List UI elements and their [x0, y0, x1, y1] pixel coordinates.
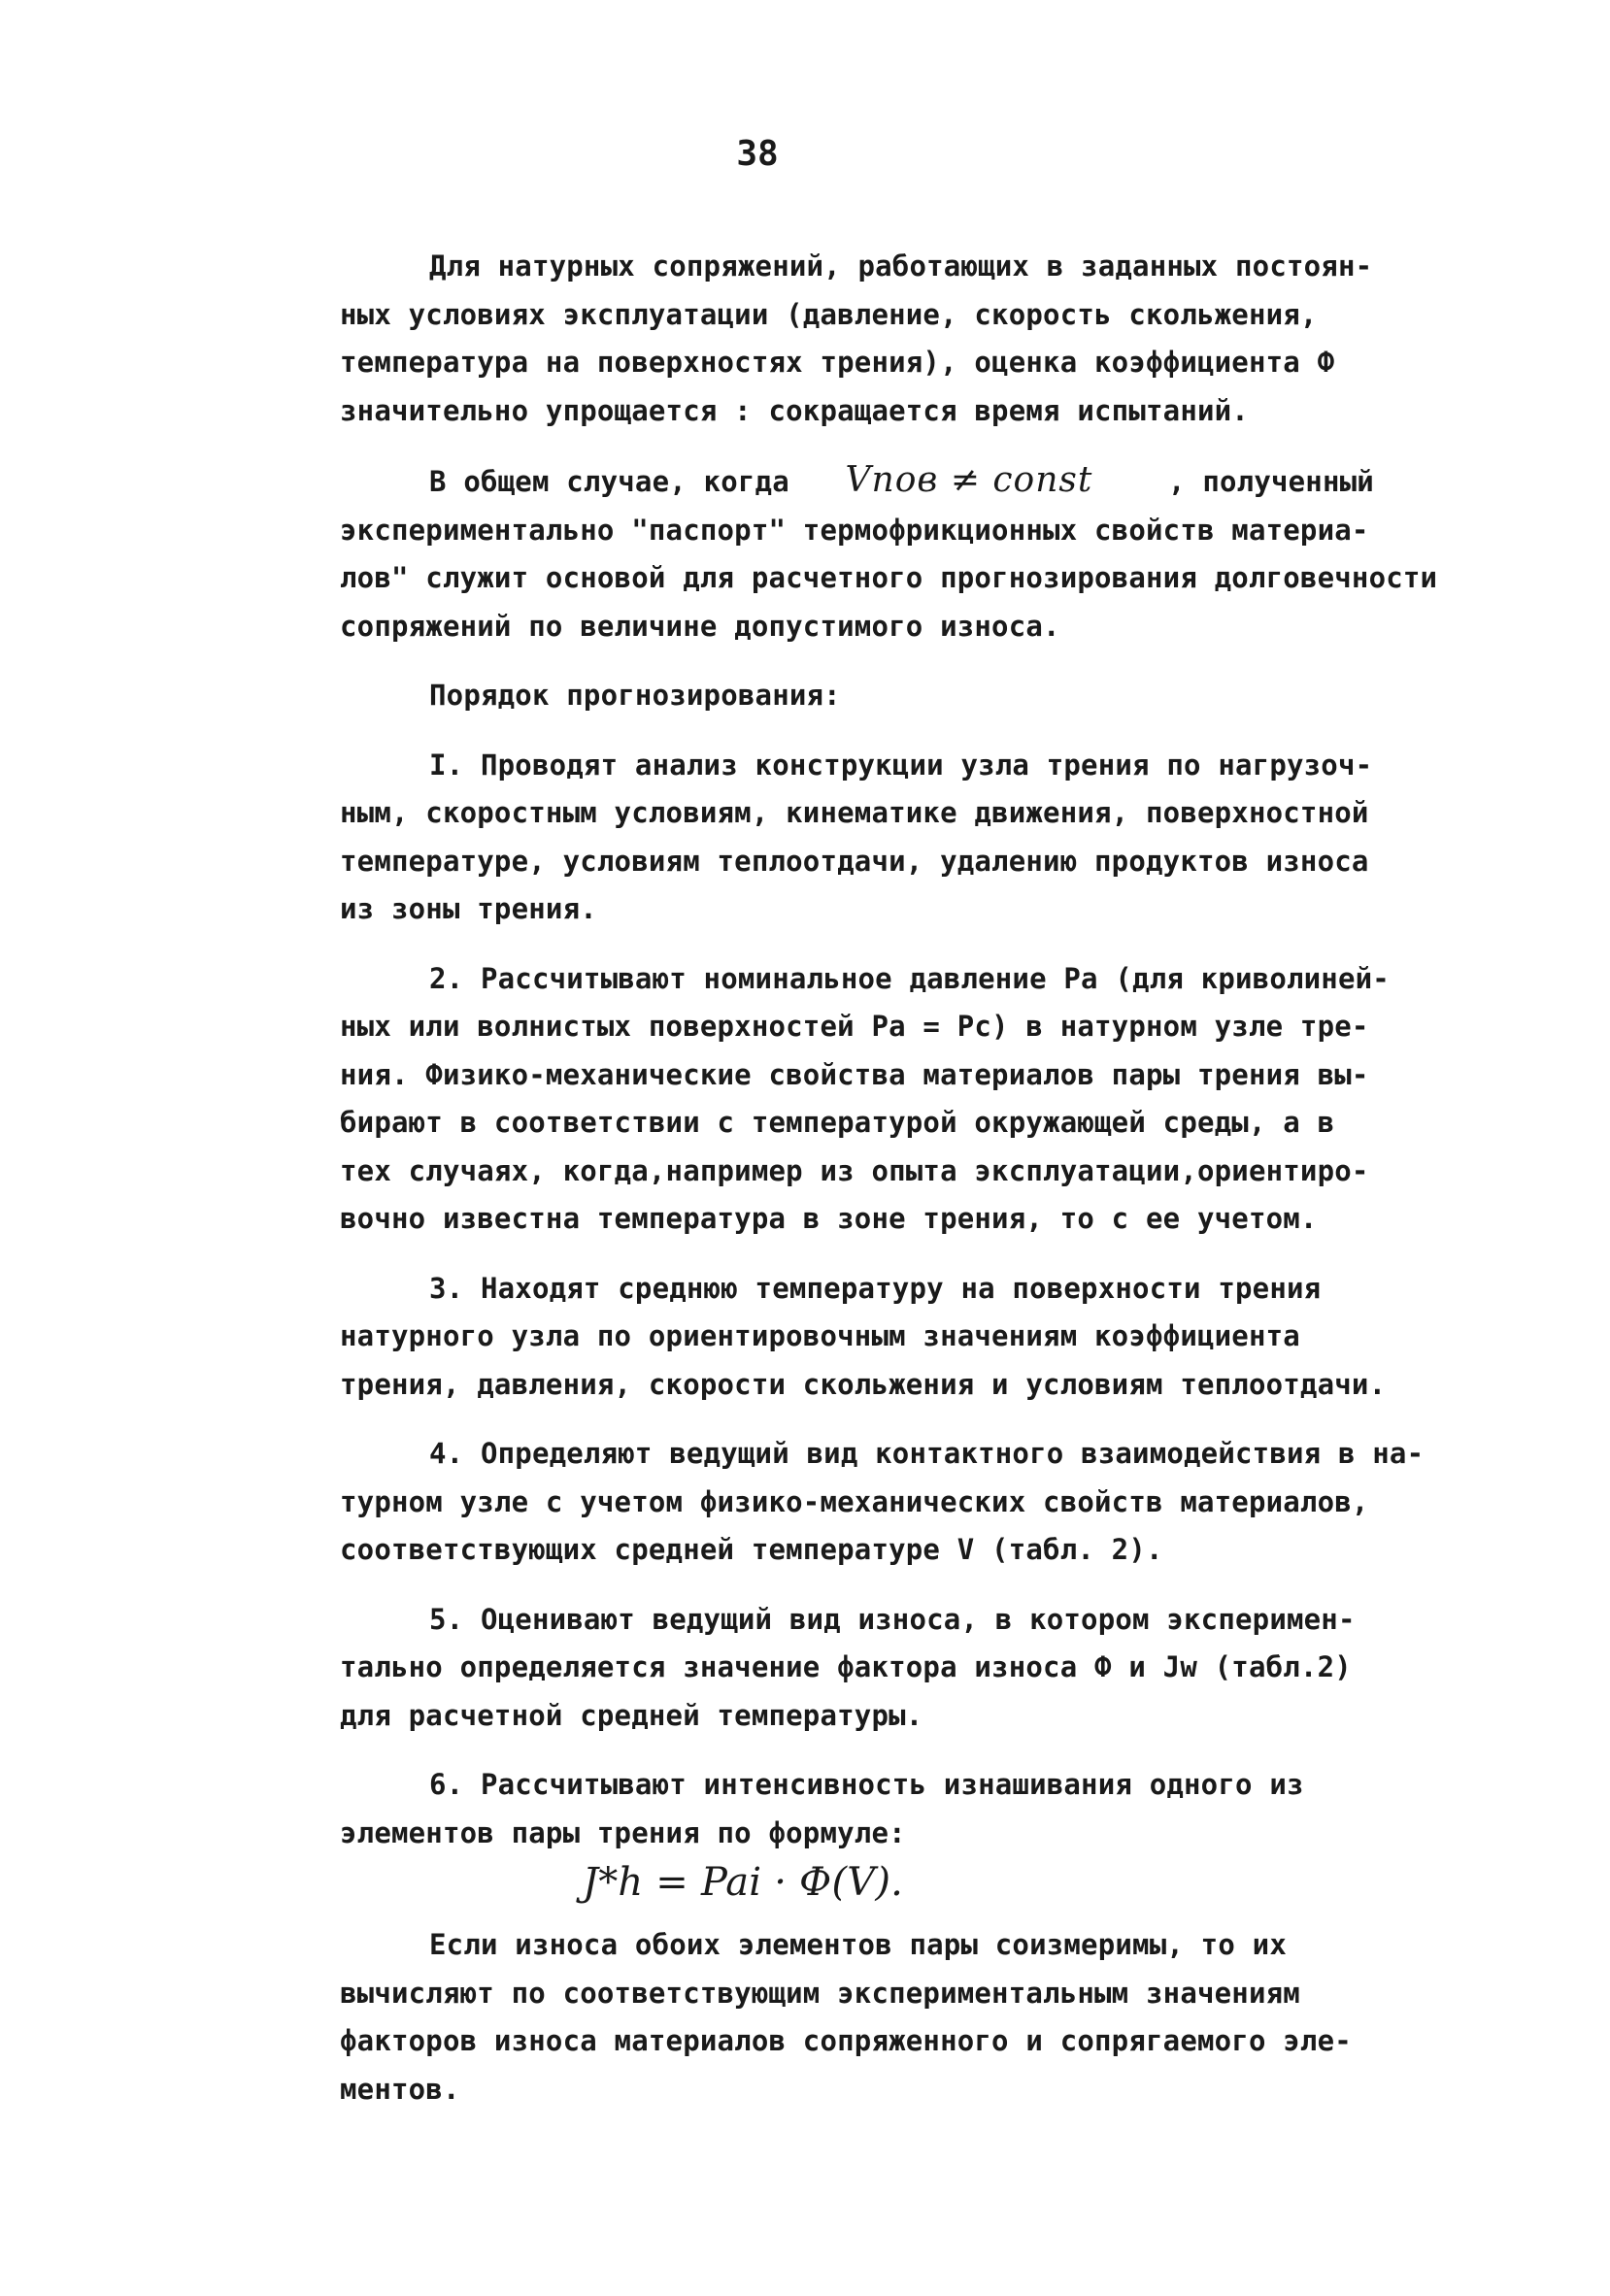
text-fragment: В общем случае, когда: [429, 465, 789, 498]
paragraph-5: [251, 955, 1435, 1244]
text-line: тально определяется значение фактора износа Ф и Jw (табл.2): [340, 1650, 1352, 1683]
text-line: 6. Рассчитывают интенсивность изнашивания одного из: [429, 1768, 1304, 1801]
text-line: из зоны трения.: [340, 892, 597, 925]
text-line: вочно известна температура в зоне трения, то с ее учетом.: [340, 1202, 1318, 1235]
text-line: натурного узла по ориентировочным значениям коэффициента: [340, 1319, 1300, 1352]
text-line: сопряжений по величине допустимого износа.: [340, 609, 1060, 643]
text-line: факторов износа материалов сопряженного и сопрягаемого эле-: [340, 2024, 1352, 2057]
paragraph-3: [251, 672, 1435, 720]
text-line: 4. Определяют ведущий вид контактного взаимодействия в на-: [429, 1437, 1425, 1470]
text-line: ния. Физико-механические свойства материалов пары трения вы-: [340, 1057, 1369, 1091]
paragraph-6: [251, 1265, 1435, 1410]
text-line: бирают в соответствии с температурой окружающей среды, а в: [340, 1106, 1335, 1139]
paragraph-4: [251, 742, 1435, 934]
text-line: значительно упрощается : сокращается время испытаний.: [340, 393, 1249, 427]
page-number: 38: [736, 134, 779, 174]
text-fragment: , полученный: [1168, 465, 1374, 498]
text-line: Порядок прогнозирования:: [429, 679, 841, 712]
text-line: экспериментально "паспорт" термофрикционных свойств материа-: [340, 513, 1369, 547]
wear-intensity-formula: J*h = Pai · Ф(V).: [583, 1860, 904, 1905]
text-line: температуре, условиям теплоотдачи, удалению продуктов износа: [340, 844, 1369, 878]
text-line: ных или волнистых поверхностей Pa = Pc) в натурном узле тре-: [340, 1010, 1369, 1043]
text-line: температура на поверхностях трения), оценка коэффициента Ф: [340, 346, 1335, 379]
text-line: вычисляют по соответствующим экспериментальным значениям: [340, 1976, 1300, 2010]
text-line: турном узле с учетом физико-механических свойств материалов,: [340, 1484, 1369, 1518]
text-line: ментов.: [340, 2072, 460, 2106]
text-line: 2. Рассчитывают номинальное давление Pa (для криволиней-: [429, 961, 1390, 995]
paragraph-2: [251, 456, 1438, 650]
text-line: Если износа обоих элементов пары соизмеримы, то их: [429, 1928, 1287, 1961]
text-line: 3. Находят среднюю температуру на поверхности трения: [429, 1271, 1322, 1305]
text-line: ным, скоростным условиям, кинематике движения, поверхностной: [340, 796, 1369, 829]
body-text: [251, 243, 1438, 2135]
text-line: [251, 456, 1435, 507]
text-line: тех случаях, когда,например из опыта эксплуатации,ориентиро-: [340, 1153, 1369, 1187]
text-line: лов" служит основой для расчетного прогнозирования долговечности: [340, 561, 1438, 594]
text-line: для расчетной средней температуры.: [340, 1698, 923, 1732]
text-line: элементов пары трения по формуле:: [340, 1815, 906, 1849]
text-line: трения, давления, скорости скольжения и условиям теплоотдачи.: [340, 1367, 1387, 1401]
paragraph-9: [251, 1761, 1435, 1912]
text-line: соответствующих средней температуре V (табл. 2).: [340, 1533, 1163, 1566]
text-line: ных условиях эксплуатации (давление, скорость скольжения,: [340, 297, 1318, 331]
text-line: 5. Оценивают ведущий вид износа, в котором эксперимен-: [429, 1602, 1356, 1636]
handwritten-formula: Vпов ≠ const: [845, 460, 1093, 500]
text-line: Для натурных сопряжений, работающих в заданных постоян-: [429, 250, 1373, 283]
paragraph-10: [251, 1921, 1435, 2113]
paragraph-7: [251, 1430, 1435, 1575]
paragraph-8: [251, 1596, 1435, 1741]
paragraph-1: [251, 243, 1435, 435]
text-line: I. Проводят анализ конструкции узла трения по нагрузоч-: [429, 748, 1373, 782]
